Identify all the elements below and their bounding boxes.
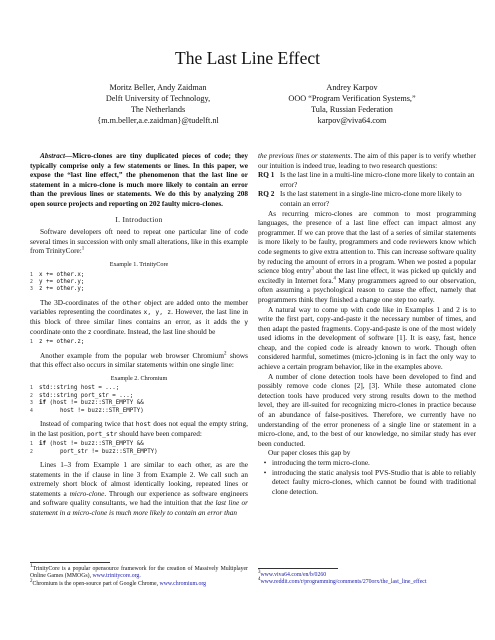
paper-title: The Last Line Effect [175, 48, 320, 68]
paragraph-contributions: Our paper closes this gap by [268, 449, 351, 458]
footnote: $^3$www.viva64.com/en/b/0260 [258, 570, 327, 578]
footnote-ref[interactable]: 2 [223, 351, 227, 357]
code-line: 3 if (host != buzz::STR_EMPTY && [30, 400, 144, 407]
footnotes-right [258, 568, 476, 587]
research-question: RQ 1 Is the last line in a multi-line micro-clone more likely to contain an error? [258, 171, 475, 189]
paragraph-clone-detection: A number of clone detection tools have been developed to find and possibly remove code clones [2], [3]. While these automated clone detection tools have produced very strong results down to the method level, they are ill-suited for recognizing micro-clones in practice because of an abundance of false-positives. Therefore, we currently have no understanding of the error proneness of a single line or statement in a micro-clone, and, to the best of our knowledge, no similar study has ever been conducted. [258, 372, 476, 448]
author-email[interactable]: {m.m.beller,a.e.zaidman}@tudelft.nl [97, 116, 219, 125]
code-listing-example1 [30, 272, 248, 294]
abstract-text: —Micro-clones are tiny duplicated pieces of code; they typically comprise only a few statements or lines. In this paper, we expose the “last line effect,” the phenomenon that the last line or statement in a micro-clone is much more likely to contain an error than the previous lines or statements. We do this by analyzing 208 open source projects and reporting on 202 faulty micro-clones. [30, 152, 248, 208]
code-line: 4 host != buzz::STR_EMPTY) [30, 407, 144, 414]
code-listing-example2 [30, 385, 248, 415]
example2-caption: Example 2. Chromium [110, 374, 168, 382]
paragraph-aim: the previous lines or statements. The aim of this paper is to verify whether our intuition is indeed true, leading to two research questions: [258, 152, 476, 170]
code-line: 2 std::string port_str = ...; [30, 392, 134, 399]
author-affiliation: OOO “Program Verification Systems,” [288, 94, 416, 103]
footnote-rule [258, 568, 338, 569]
list-item: • introducing the static analysis tool PVS-Studio that is able to reliably detect faulty micro-clones, which cannot be found with traditional clone detection. [258, 469, 476, 498]
footnote-rule [30, 562, 110, 563]
code-line: 3 z += other.y; [30, 286, 85, 293]
author-names: Andrey Karpov [326, 83, 378, 92]
code-line: 1 std::string host = ...; [30, 385, 120, 392]
paragraph-impact: As recurring micro-clones are common to most programming languages, the presence of a last line effect can impact almost any programmer. If we can prove that the last of a series of similar statements is more likely to be faulty, programmers and code reviewers know which code segments to give extra attention to. This can increase software quality by reducing the amount of errors in a program. When we posted a popular science blog entry$^3$ about the last line effect, it was picked up quickly and excitedly in Internet fora.$^4$ Many programmers agreed to our observation, often assuming a psychological reason to cause the effect, namely that programmers think they finished a change one step too early. [258, 209, 476, 304]
left-column [30, 152, 248, 519]
code-line: 1 if (host != buzz::STR_EMPTY && [30, 441, 144, 448]
section-heading: I. Introduction [115, 214, 163, 224]
author-names: Moritz Beller, Andy Zaidman [109, 83, 207, 92]
code-line: 1 z += other.z; [30, 339, 85, 346]
code-listing-fix [30, 339, 248, 346]
footnote: $^4$www.reddit.com/r/programming/comments/270orx/the_last_line_effect [258, 577, 427, 586]
paragraph-host-compare: Instead of comparing twice that host does not equal the empty string, in the last position, port_str should have been compared: [30, 419, 248, 438]
footnote-ref[interactable]: 4 [333, 276, 336, 282]
author-country: Tula, Russian Federation [311, 105, 393, 114]
footnote-ref[interactable]: 3 [311, 266, 314, 272]
code-line: 2 y += other.y; [30, 278, 85, 285]
author-block-right [262, 82, 442, 126]
footnote-link[interactable]: www.trinitycore.org. [92, 573, 141, 580]
abstract-label: Abstract [40, 152, 65, 160]
footnote: $^1$TrinityCore is a popular opensource framework for the creation of Massively Multiplayer Online Games (MMOGs), www.trinitycore.org. [30, 564, 248, 580]
abstract [30, 152, 248, 210]
code-line: 1 x += other.x; [30, 271, 85, 278]
paragraph-chromium: Another example from the popular web browser Chromium$^2$ shows that this effect also occurs in similar statements within one single line: [30, 351, 248, 370]
intro-paragraph: Software developers oft need to repeat one particular line of code several times in succession with only small alterations, like in this example from TrinityCore:$^1$ [30, 228, 248, 256]
author-block-left [68, 82, 248, 126]
paragraph-micro-clone: Lines 1–3 from Example 1 are similar to each other, as are the statements in the if clause in line 3 from Example 2. We call such an extremely short block of almost identically looking, repeated lines or statements a micro-clone. Through our experience as software engineers and software quality consultants, we had the intuition that the last line or statement in a micro-clone is much more likely to contain an error than [30, 460, 248, 517]
author-affiliation: Delft University of Technology, [105, 94, 211, 103]
footnote-ref[interactable]: 1 [81, 246, 85, 252]
example1-caption: Example 1. TrinityCore [109, 260, 169, 268]
footnote: $^2$Chromium is the open-source part of Google Chrome, www.chromium.org [30, 578, 207, 587]
paragraph-coordinates: The 3D-coordinates of the other object are added onto the member variables representing the coordinates x, y, z. However, the last line in this block of three similar lines contains an error, as it adds the y coordinate onto the z coordinate. Instead, the last line should be [30, 298, 248, 336]
author-country: The Netherlands [130, 105, 186, 114]
code-line: 2 port_str != buzz::STR_EMPTY) [30, 448, 158, 455]
bullet-icon: • [263, 459, 267, 467]
footnote-link[interactable]: www.chromium.org [159, 580, 207, 587]
list-item: • introducing the term micro-clone. [258, 459, 476, 469]
author-email[interactable]: karpov@viva64.com [317, 116, 387, 125]
research-question: RQ 2 Is the last statement in a single-line micro-clone more likely to contain an error? [258, 190, 462, 208]
code-listing-example2-fix [30, 441, 248, 456]
footnote-link[interactable]: www.viva64.com/en/b/0260 [260, 572, 327, 578]
bullet-icon: • [263, 468, 267, 477]
footnote-link[interactable]: www.reddit.com/r/programming/comments/270orx/the_last_line_effect [260, 579, 427, 586]
paragraph-copy-paste: A natural way to come up with code like in Examples 1 and 2 is to write the first part, copy-and-paste it the necessary number of times, and then adapt the pasted fragments. Copy-and-paste is one of the most widely used idioms in the development of software [1]. It is easy, fast, hence cheap, and the copied code is already known to work. Though often considered harmful, sometimes (micro-)cloning is in fact the only way to achieve a certain program behavior, like in the examples above. [258, 305, 476, 372]
right-column [258, 152, 476, 497]
footnotes-left [30, 562, 248, 588]
contribution-list [258, 459, 476, 497]
